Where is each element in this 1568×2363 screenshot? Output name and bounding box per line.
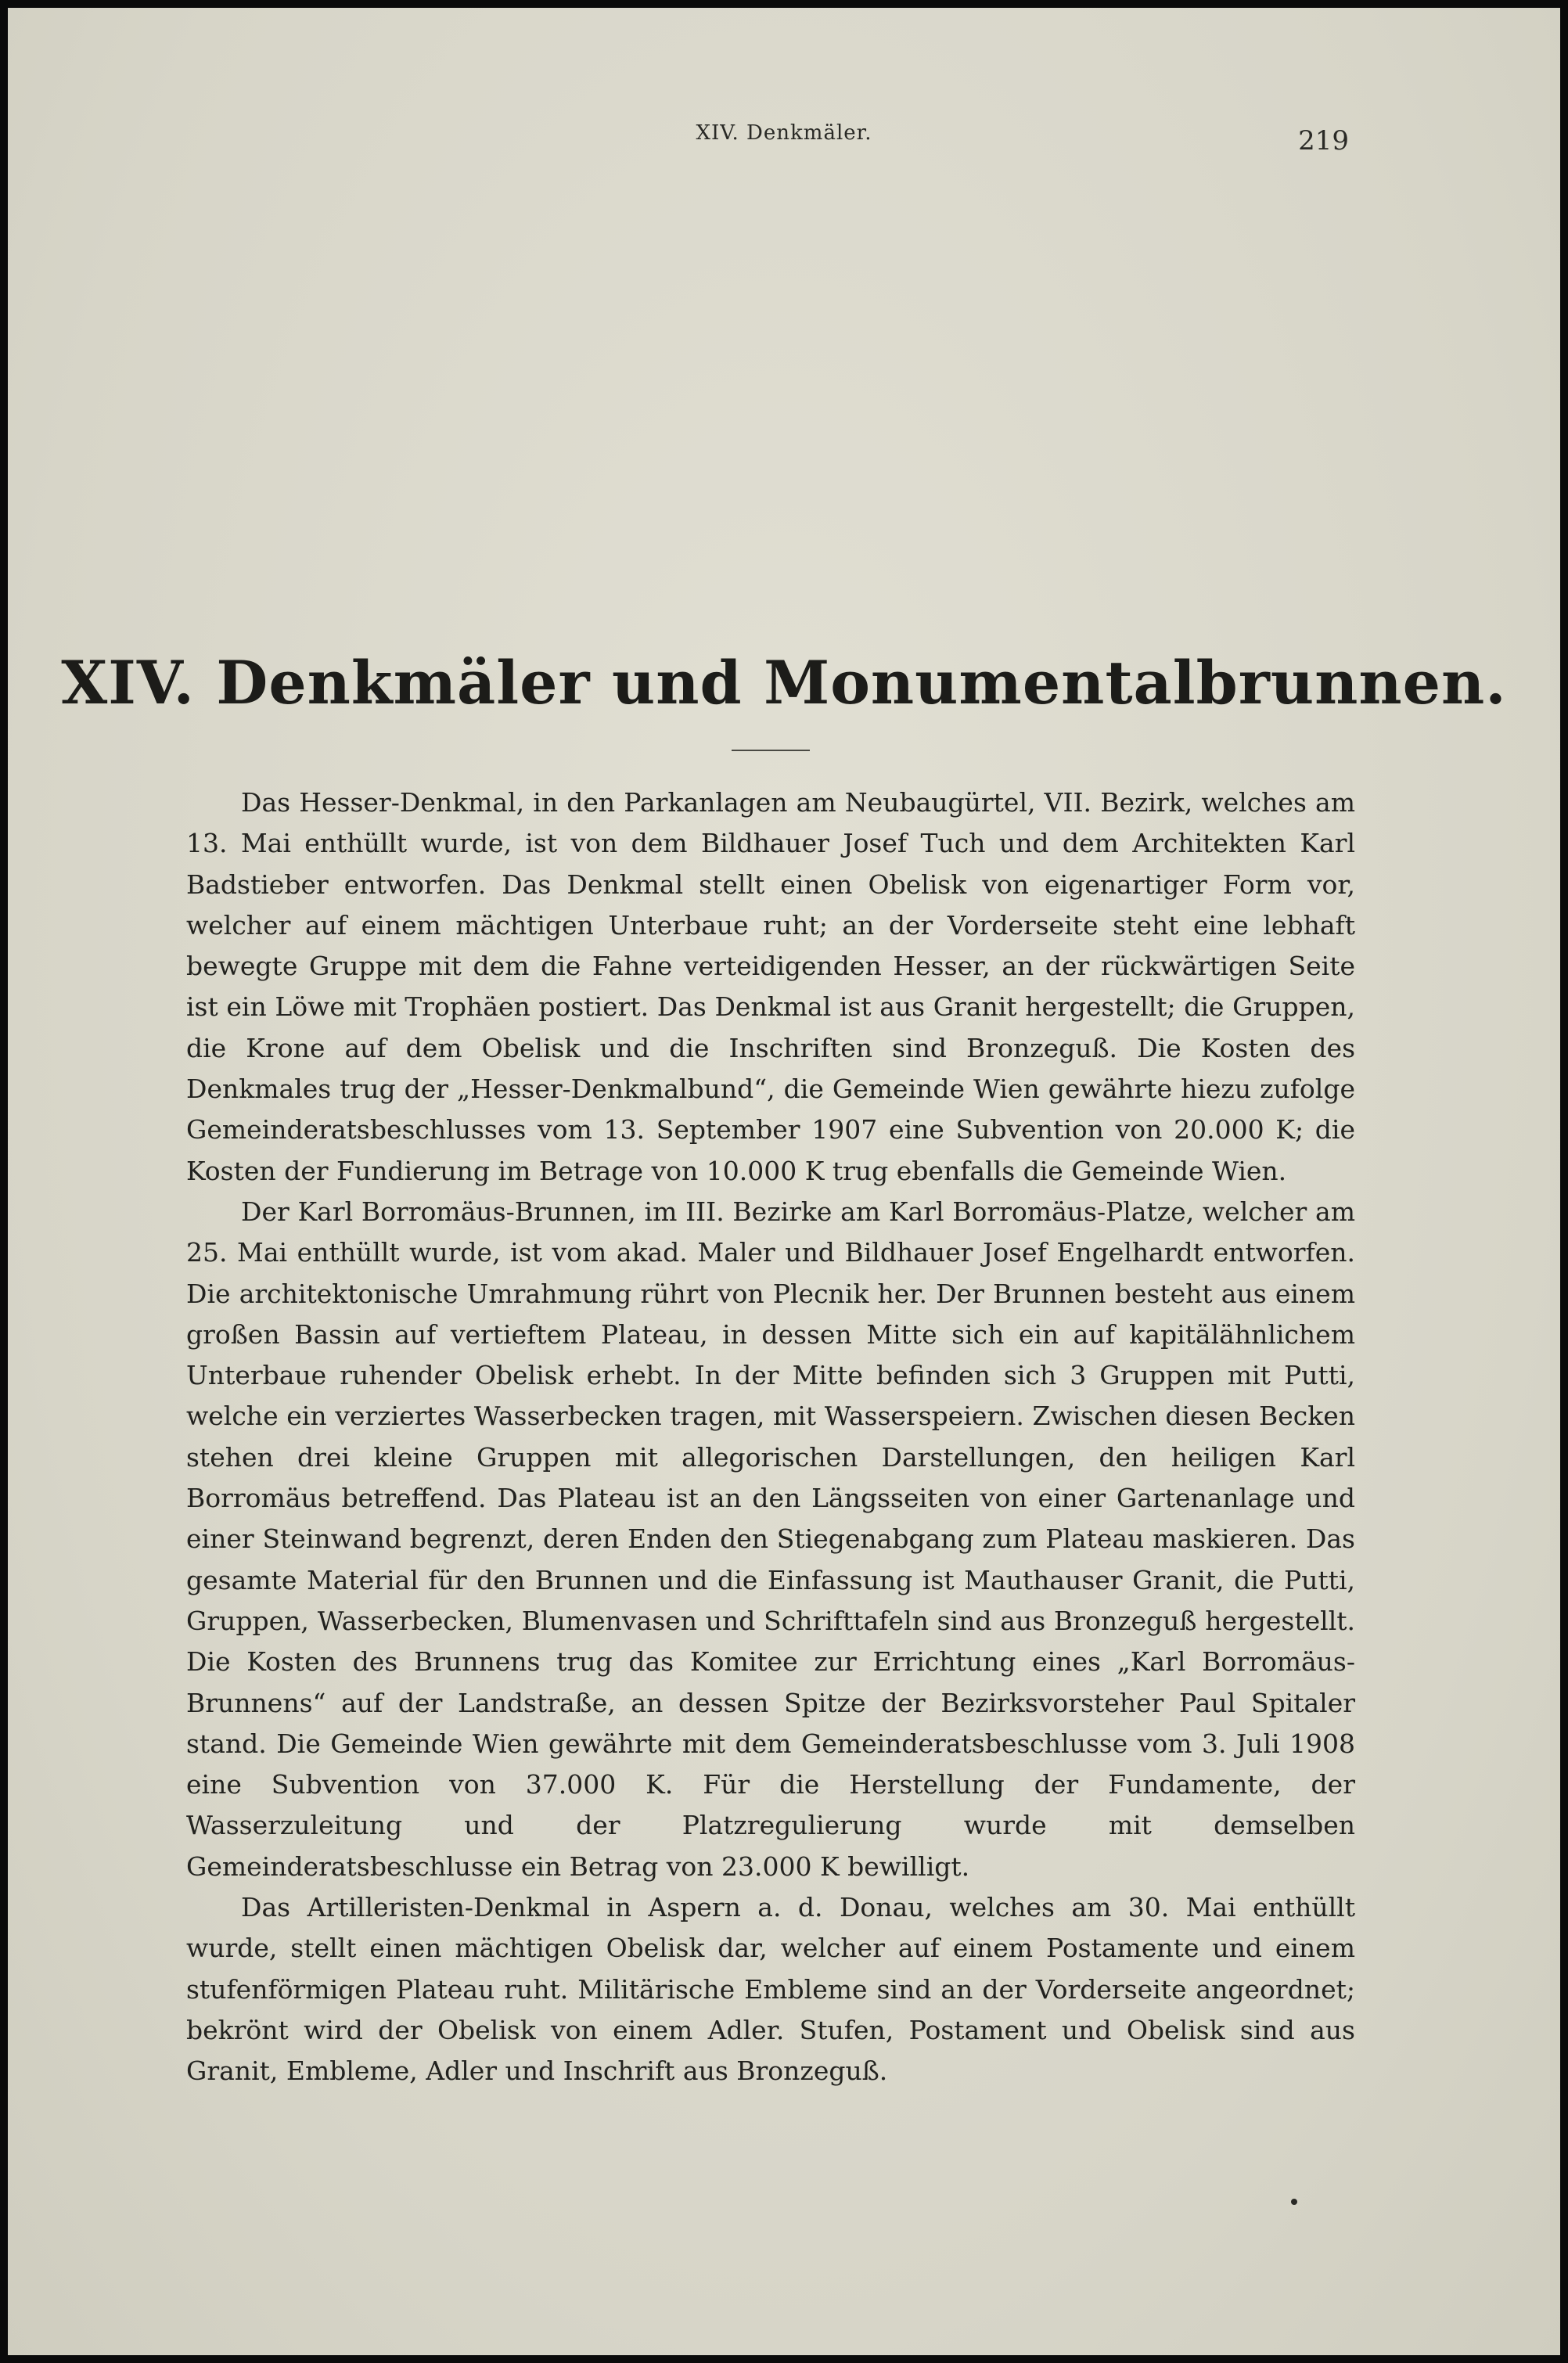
bleed-through-texture [125, 164, 1346, 634]
running-head: XIV. Denkmäler. [696, 121, 872, 145]
paragraph-artilleristen-denkmal: Das Artilleristen-Denkmal in Aspern a. d. Donau, welches am 30. Mai enthüllt wurde, stellt einen mächtigen Obelisk dar, welcher auf einem Postamente und einem stufenförmigen Plateau ruht. Militärische Embleme sind an der Vorderseite angeordnet; bekrönt wird der Obelisk von einem Adler. Stufen, Postament und Obelisk sind aus Granit, Embleme, Adler und Inschrift aus Bronzeguß. [186, 1892, 1355, 2087]
page-number: 219 [1298, 125, 1349, 156]
paragraph-borromaeus-brunnen: Der Karl Borromäus-Brunnen, im III. Bezirke am Karl Borromäus-Platze, welcher am 25. Mai enthüllt wurde, ist vom akad. Maler und Bildhauer Josef Engelhardt entworfen. Die architektonische Umrahmung rührt von Plecnik her. Der Brunnen besteht aus einem großen Bassin auf vertieftem Plateau, in dessen Mitte sich ein auf kapitälähnlichem Unterbaue ruhender Obelisk erhebt. In der Mitte befinden sich 3 Gruppen mit Putti, welche ein verziertes Wasserbecken tragen, mit Wasserspeiern. Zwischen diesen Becken stehen drei kleine Gruppen mit allegorischen Darstellungen, den heiligen Karl Borromäus betreffend. Das Plateau ist an den Längsseiten von einer Gartenanlage und einer Steinwand begrenzt, deren Enden den Stiegenabgang zum Plateau maskieren. Das gesamte Material für den Brunnen und die Einfassung ist Mauthauser Granit, die Putti, Gruppen, Wasserbecken, Blumenvasen und Schrifttafeln sind aus Bronzeguß hergestellt. Die Kosten des Brunnens trug das Komitee zur Errichtung eines „Karl Borromäus-Brunnens“ auf der Landstraße, an dessen Spitze der Bezirksvorsteher Paul Spitaler stand. Die Gemeinde Wien gewährte mit dem Gemeinderatsbeschlusse vom 3. Juli 1908 eine Subvention von 37.000 K. Für die Herstellung der Fundamente, der Wasserzuleitung und der Platzregulierung wurde mit demselben Gemeinderatsbeschlusse ein Betrag von 23.000 K bewilligt. [186, 1196, 1355, 1882]
paragraph-hesser-denkmal: Das Hesser-Denkmal, in den Parkanlagen am Neubaugürtel, VII. Bezirk, welches am 13. Mai enthüllt wurde, ist von dem Bildhauer Josef Tuch und dem Architekten Karl Badstieber entworfen. Das Denkmal stellt einen Obelisk von eigenartiger Form vor, welcher auf einem mächtigen Unterbaue ruht; an der Vorderseite steht eine lebhaft bewegte Gruppe mit dem die Fahne verteidigenden Hesser, an der rückwärtigen Seite ist ein Löwe mit Trophäen postiert. Das Denkmal ist aus Granit hergestellt; die Gruppen, die Krone auf dem Obelisk und die Inschriften sind Bronzeguß. Die Kosten des Denkmales trug der „Hesser-Denkmalbund“, die Gemeinde Wien gewährte hiezu zufolge Gemeinderatsbeschlusses vom 13. September 1907 eine Subvention von 20.000 K; die Kosten der Fundierung im Betrage von 10.000 K trug ebenfalls die Gemeinde Wien. [186, 787, 1355, 1186]
body-text [186, 782, 1355, 2092]
print-speck [1291, 2199, 1297, 2205]
scanned-page [8, 8, 1560, 2355]
chapter-title: XIV. Denkmäler und Monumentalbrunnen. [61, 648, 1507, 718]
title-divider [732, 750, 810, 751]
